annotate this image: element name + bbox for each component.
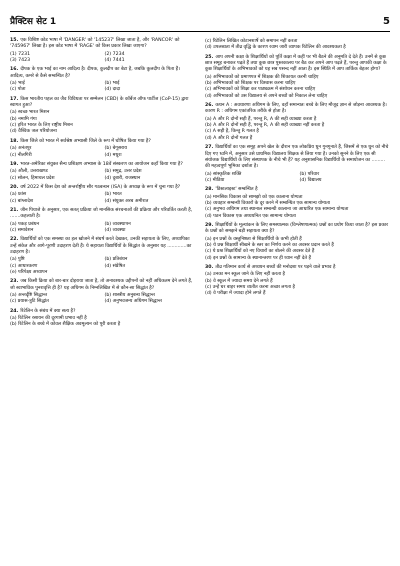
option-list bbox=[10, 110, 195, 135]
option-item: (b) बेगूसराय bbox=[104, 146, 127, 152]
option-item: (d) पठन विकास एक अध्ययनित एक सामान्य योग्यता bbox=[205, 213, 296, 219]
question-body: शिक्षार्थियों के मूल्यांकन के लिए समस्यात्मक (विश्लेषणात्मक) प्रश्नों का प्रयोग किया जाता है? इस प्रकार के प्रश्नों को समझने बड़ी सहायता क्या है? bbox=[205, 222, 389, 235]
option-item: (a) अन्तर्दृष्टि सिद्धान्त bbox=[10, 293, 48, 299]
option-item: (d) अनुभवजन्य अधिगम सिद्धान्त bbox=[104, 299, 162, 305]
question-item bbox=[10, 309, 195, 329]
option-item: (d) उपलब्धता में तीव्र वृद्धि के कारण रवाम जारी व्यापक रिटेलिन की आवश्यकता है bbox=[205, 45, 346, 51]
option-item: (a) A और R दोनों सही हैं, परन्तु R, A की सही व्याख्या करता है bbox=[205, 116, 317, 122]
option-item: (a) इन प्रश्नों के वस्तुनिष्ठता से शिक्षार्थियों के कभी होती हैं bbox=[205, 236, 302, 242]
right-column bbox=[205, 38, 390, 332]
question-body: किस भारतीय पहल का जैव विविधता पर सम्मेलन (CBD) के कॉर्बेज ऑफ पार्टीज (CoP-15) द्वारा स्वागत हुआ? bbox=[10, 96, 189, 109]
option-item: (1) 7231 bbox=[10, 51, 31, 57]
question-text bbox=[10, 38, 195, 51]
question-body: कथन A : अवधारणा अधिगम के लिए, वहाँ समान्यतः बच्चे के लिए मौजूद ज्ञान से जोड़ना आवश्यक है। कारण R : अधिगम एकांतरिक तरीके से होता है। bbox=[205, 103, 387, 115]
question-number: 15. bbox=[10, 38, 19, 43]
option-list bbox=[205, 117, 390, 142]
page-title: प्रैक्टिस सेट 1 bbox=[10, 17, 57, 27]
question-text bbox=[10, 208, 195, 221]
question-number: 27. bbox=[205, 145, 214, 151]
option-item: (a) अभिभावकों को प्रमाणपत्र में शिक्षक की शिकायत करनी चाहिए bbox=[205, 74, 319, 80]
option-item: (c) उन्हें घर बाहर समय व्यतीत करना अच्छा लगता है bbox=[205, 285, 295, 291]
option-item: (c) हरित भारत के लिए राष्ट्रीय मिशन bbox=[10, 123, 73, 129]
question-text bbox=[10, 162, 195, 168]
question-item bbox=[10, 67, 195, 93]
page-number: 5 bbox=[383, 16, 390, 27]
option-item: (c) समावेशन bbox=[10, 227, 34, 233]
option-item: (a) उनका मन स्कूल जाने के लिए नहीं करता है bbox=[205, 272, 286, 278]
question-number: 21. bbox=[10, 207, 19, 213]
page-header bbox=[10, 14, 390, 27]
question-item bbox=[10, 208, 195, 234]
question-body: भारत-अमेरिका संयुक्त सैन्य प्रशिक्षण अभ्यास के 18वें संस्करण का आयोजन कहाँ किया गया है? bbox=[20, 161, 183, 167]
option-item: (a) सांस्कृतिक शक्ति bbox=[205, 171, 242, 177]
question-body: रिटेलिन के संबंध में क्या सत्य है? bbox=[20, 308, 76, 314]
option-item: (d) विद्यालय bbox=[299, 177, 322, 183]
question-text bbox=[10, 309, 195, 315]
option-item: (d) मथुरा bbox=[104, 152, 122, 158]
question-item bbox=[205, 145, 390, 184]
question-text bbox=[205, 55, 390, 74]
question-number: 20. bbox=[10, 184, 19, 190]
question-text bbox=[205, 187, 390, 193]
question-number: 22. bbox=[10, 237, 19, 243]
option-item: (b) भाई bbox=[104, 81, 120, 87]
option-item: (b) भारत bbox=[104, 192, 122, 198]
option-item: (c) अनुभव अधिगम तथा स्थानाल सम्बन्धी कालाना जा आधारित एक सामान्य योग्यता bbox=[205, 207, 349, 213]
option-item: (b) परिवार bbox=[299, 171, 320, 177]
header-rule bbox=[10, 31, 390, 32]
option-list bbox=[10, 52, 195, 65]
question-item bbox=[205, 223, 390, 262]
option-item: (a) भाई bbox=[10, 81, 25, 87]
question-item bbox=[205, 55, 390, 100]
question-number: 16. bbox=[10, 67, 19, 73]
option-item: (2) 7234 bbox=[104, 51, 125, 57]
question-body: दीपक के एक भाई का नाम आदित्य है। दीपक, कुलदीप का बेटा है, जबकि कुलदीप के पिता हैं। आदित्य, कमरे से कैसे सम्बन्धित है? bbox=[10, 67, 180, 79]
question-text bbox=[10, 139, 195, 145]
option-item: (c) पोता bbox=[10, 87, 26, 93]
option-item: (a) फ्रांस bbox=[10, 192, 27, 198]
option-item: (b) वे स्कूल में ज्यादा समय देने लगते हैं bbox=[205, 278, 273, 284]
option-item: (b) व्यवहार सम्बन्धी विकारों के दूर करने में सम्बन्धित एक सामान्य योग्यता bbox=[205, 200, 331, 206]
question-number: 18. bbox=[10, 138, 19, 144]
option-item: (d) इन प्रश्नों के सामान्य के स्थानान्तरण पर ही ध्यान नहीं देते हैं bbox=[205, 255, 312, 261]
question-body: विद्यार्थियों का एक समूह अपने खेल के दौरान एक लोकप्रिय धुन गुनगुनाते हैं, जिसमें से एक धुन को नीचे दिए गए ध्वनि में, अनुसार उसे प्राथमिक विद्यालय शिक्षक से लिया गया है। उनको सुनने के लिए एक सी संयोजक विद्यार्थियों के लिए संस्थापक के नीचे भी हैं? यह अनुशासनिक विद्यार्थियों के समायोजन का ......... की महत्वपूर्ण भूमिका दर्शाता है। bbox=[205, 145, 389, 170]
question-body: जीन पियाजे के अनुसार, एक सतत् प्रक्रिया जो मानसिक संरचनाओं की प्रक्रिया और परिवर्तित करती है, .......कहलाती है। bbox=[10, 207, 193, 220]
option-list bbox=[10, 293, 195, 306]
question-number: 19. bbox=[10, 161, 19, 167]
option-item: (a) अनंतपुर bbox=[10, 146, 32, 152]
option-list bbox=[10, 146, 195, 159]
option-item: (a) पुष्टि bbox=[10, 257, 25, 263]
option-item: (d) A और R दोनों गलत हैं bbox=[205, 135, 253, 141]
option-item: (c) नीलगिरी bbox=[10, 152, 32, 158]
question-item bbox=[205, 265, 390, 298]
option-item: (b) अभिभावकों को शिक्षक पर विश्वास करना चाहिए bbox=[205, 81, 296, 87]
option-item: (b) रिटेलिन के बच्चे में कोवल शैक्षिक अवमूल्यन को पूरी करता है bbox=[10, 322, 121, 328]
question-text bbox=[10, 279, 195, 292]
question-body: तीव्र गतिमान कार्य से अध्ययन बच्चों की मनोदशा पर पड़ने वाले प्रभाव है bbox=[215, 265, 336, 270]
option-item: (3) 7423 bbox=[10, 58, 31, 64]
question-item bbox=[10, 97, 195, 136]
option-item: (b) समुद्र, उत्तर प्रदेश bbox=[104, 169, 142, 175]
option-item: (d) अभिभावकों को उस विद्यालय से अपने बच्चों को निकाल लेना चाहिए bbox=[205, 93, 328, 99]
option-item: (e) परिपेक्ष्य अध्यापन bbox=[10, 270, 48, 275]
option-list bbox=[10, 316, 195, 329]
question-body: 'डिस्टलाइस्ट' सम्बन्धित है bbox=[215, 187, 258, 193]
option-item: (a) रिटेलिन रसायन की दूरगामी प्रभाव नहीं है bbox=[10, 316, 87, 322]
option-list bbox=[10, 257, 195, 276]
question-text bbox=[10, 185, 195, 191]
option-item: (b) A और R दोनों सही हैं, परन्तु R, A की सही व्याख्या नहीं करता है bbox=[205, 123, 325, 129]
question-text bbox=[205, 223, 390, 236]
option-item: (d) दुबारी, राजस्थान bbox=[104, 175, 141, 181]
question-text bbox=[10, 237, 195, 256]
question-text bbox=[205, 103, 390, 116]
option-list bbox=[205, 39, 390, 52]
option-list bbox=[10, 222, 195, 235]
option-item: (c) A सही है, किन्तु R गलत है bbox=[205, 129, 259, 135]
question-item bbox=[205, 39, 390, 52]
option-list bbox=[205, 237, 390, 262]
question-item bbox=[10, 185, 195, 205]
question-number: 30. bbox=[205, 265, 214, 270]
question-number: 25. bbox=[205, 54, 214, 60]
option-item: (c) ये प्रश्न शिक्षार्थियों को नए विचारों का बोलने की अवसर देते हैं bbox=[205, 249, 315, 255]
option-list bbox=[205, 75, 390, 100]
option-item: (a) औली, उत्तराखण्ड bbox=[10, 169, 48, 175]
question-text bbox=[205, 265, 390, 271]
option-item: (b) प्रतिबंधन bbox=[104, 257, 128, 263]
option-item: (a) स्वच्छ भारत मिशन bbox=[10, 110, 50, 116]
option-item: (c) मीडिया bbox=[205, 177, 225, 183]
option-list bbox=[205, 272, 390, 297]
question-item bbox=[10, 139, 195, 159]
question-number: 23. bbox=[10, 279, 19, 285]
option-item: (c) रिटेलिन लिखित कोटानशार्षे को समापन नहीं करता bbox=[205, 39, 298, 44]
option-item: (c) आधारकरण bbox=[10, 263, 38, 269]
option-item: (d) दादा bbox=[104, 87, 121, 93]
option-item: (b) शास्त्रीय अनुबन्ध सिद्धान्त bbox=[104, 293, 155, 299]
option-item: (c) प्रयास-त्रुटि सिद्धांत bbox=[10, 299, 49, 305]
option-item: (d) व्यवस्था bbox=[104, 227, 126, 233]
option-item: (d) संयुक्त अरब अमीरात bbox=[104, 198, 149, 204]
question-text bbox=[205, 145, 390, 170]
option-item: (d) संप्रेषित bbox=[104, 263, 126, 269]
question-text bbox=[10, 97, 195, 110]
option-list bbox=[205, 195, 390, 220]
question-item bbox=[205, 103, 390, 142]
option-list bbox=[10, 169, 195, 182]
question-body: वर्ष 2022 में किस देश को अन्तर्राष्ट्रीय सौर गठबन्धन (ISA) के अध्यक्ष के रूप में चुना गया है? bbox=[20, 184, 181, 190]
question-body: किस जिले को भारत में सर्वश्रेष्ठ अभ्यासी जिले के रूप में घोषित किया गया है? bbox=[20, 138, 151, 144]
option-item: (d) वे परीक्षा में ज्यादा होने लगते हैं bbox=[205, 291, 266, 297]
option-item: (c) बांग्लादेश bbox=[10, 198, 34, 204]
question-body: विद्यार्थियों को एक समस्या का हल खोजने में संघर्ष करते देखकर, उनकी सहायता के लिए, अध्यापिका उन्हें संकेत और आगे-पूरणी उदाहरण देती हैं। ये सहायता विद्यार्थियों के सिद्धांत के अनुसार यह .............का उदाहरण है। bbox=[10, 237, 192, 255]
question-item bbox=[10, 38, 195, 64]
option-item: (b) ये प्रश्न शिक्षार्थी सीखने के स्तर का निर्णय करने का अवसर प्रदान करते हैं bbox=[205, 242, 334, 248]
option-item: (a) मानसिक विकास को सामझो को एक कालाना योग्यता bbox=[205, 194, 303, 200]
question-number: 29. bbox=[205, 222, 214, 228]
option-list bbox=[205, 172, 390, 185]
option-item: (4) 7441 bbox=[104, 58, 125, 64]
question-item bbox=[205, 187, 390, 220]
question-item bbox=[10, 279, 195, 305]
question-text bbox=[10, 67, 195, 80]
option-list bbox=[10, 192, 195, 205]
option-item: (d) वैश्विक जल परियोजना bbox=[10, 129, 57, 135]
question-number: 26. bbox=[205, 103, 214, 109]
question-body: जब किसी क्रिया को बार-बार दोहराया जाता है, तो अनावश्यक उद्दीपनों को नहीं अधिकतम देने लगते हैं, जो स्वाभाविक पुनरावृत्ति ही है? यह अधिगम के निम्नलिखित में से कौन-सा सिद्धांत है? bbox=[10, 279, 193, 291]
option-item: (b) व्यवस्थापन bbox=[104, 221, 131, 227]
question-item bbox=[10, 237, 195, 276]
left-column bbox=[10, 38, 195, 332]
question-columns bbox=[10, 38, 390, 332]
question-number: 28. bbox=[205, 187, 214, 193]
option-item: (c) अभिभावकों को शिक्षा कर पाठ्यक्रम में संशोधन करना चाहिए bbox=[205, 87, 316, 93]
option-item: (b) नमामि गंगा bbox=[10, 116, 37, 122]
question-body: एक विशिष्ट कोड भाषा में 'DANGER' को '145237' लिखा जाता है, और 'RANCOR' को '745967' लिखा है। इस कोड भाषा में 'RAGE' को किस प्रकार लिखा जाएगा? bbox=[10, 38, 180, 50]
question-number: 24. bbox=[10, 308, 19, 314]
option-item: (a) पकड़ प्रबंधन bbox=[10, 221, 40, 227]
question-item bbox=[10, 162, 195, 182]
question-number: 17. bbox=[10, 96, 19, 102]
question-body: आप अपनी कक्षा के शिक्षार्थियों को पूर्ति कक्षा में कहीं पर भी बैठने की अनुमति दे देते हैं। उनमें से कुछ छात्र समूह बनाकर पढ़ते हैं तथा कुछ छात्र पुस्तकालय पर बैठ कर अपने आप पढ़ते हैं, परन्तु आपकी कक्षा के कुछ शिक्षार्थियों के अभिभावकों को यह सब पसन्द नहीं आता है। इस स्थिति में आप तार्किक बेहतर होगा? bbox=[205, 54, 387, 73]
option-list bbox=[10, 81, 195, 94]
option-item: (c) सोलन, हिमाचल प्रदेश bbox=[10, 175, 55, 181]
